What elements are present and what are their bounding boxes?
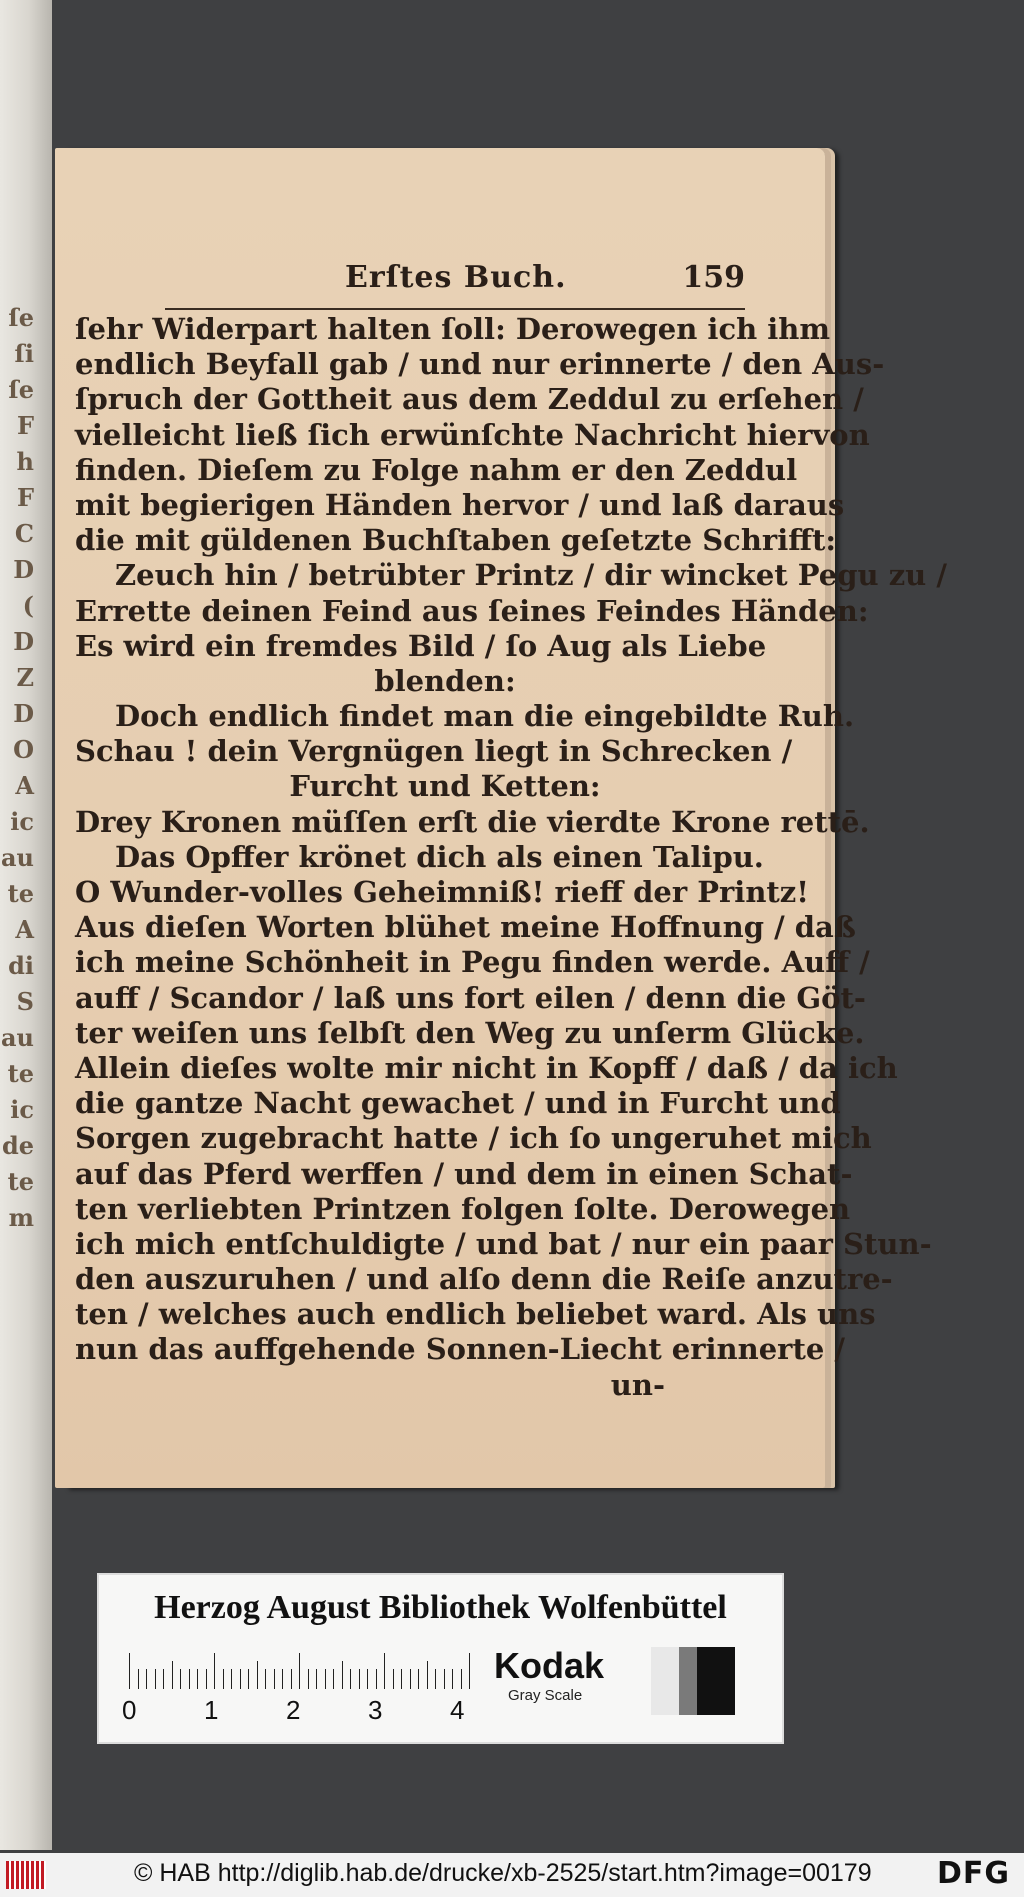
ruler-tick: [197, 1669, 198, 1689]
ruler-tick: [231, 1669, 232, 1689]
ruler-tick: [129, 1653, 130, 1689]
running-title: Erſtes Buch.: [345, 260, 567, 295]
adjacent-page-strip: [0, 0, 52, 1850]
library-color-chart: [99, 1575, 782, 1742]
ruler-tick: [308, 1669, 309, 1689]
text-line: Allein dieſes wolte mir nicht in Kopff / daß / da ich: [75, 1050, 898, 1085]
text-line: Errette deinen Feind aus ſeines Feindes Händen:: [75, 593, 869, 628]
ruler-tick: [155, 1669, 156, 1689]
page-number: 159: [682, 260, 745, 295]
gray-swatch: [651, 1647, 679, 1715]
viewer-footer: [0, 1853, 1024, 1897]
ruler-tick: [257, 1661, 258, 1689]
ruler-tick: [469, 1653, 470, 1689]
text-line: nun das auffgehende Sonnen-Liecht erinnerte /: [75, 1332, 845, 1367]
ruler-tick: [163, 1669, 164, 1689]
citation-link[interactable]: © HAB http://diglib.hab.de/drucke/xb-2525/start.htm?image=00179: [134, 1859, 872, 1887]
text-line: ich meine Schönheit in Pegu finden werde. Auff /: [75, 945, 870, 980]
ruler-tick: [359, 1669, 360, 1689]
ruler-tick: [180, 1669, 181, 1689]
text-line: ten / welches auch endlich beliebet ward. Als uns: [75, 1297, 876, 1332]
kodak-subtitle: Gray Scale: [508, 1687, 583, 1704]
gray-scale-patch: [651, 1647, 735, 1715]
ruler-tick: [316, 1669, 317, 1689]
header-rule: [165, 308, 745, 310]
ruler-tick: [282, 1669, 283, 1689]
ruler-tick: [325, 1669, 326, 1689]
ruler-tick: [172, 1661, 173, 1689]
text-line: ten verliebten Printzen folgen ſolte. Derowegen: [75, 1191, 851, 1226]
ruler-tick: [401, 1669, 402, 1689]
gray-swatch: [679, 1647, 697, 1715]
page-body-text: [75, 312, 947, 1403]
text-line: ſpruch der Gottheit aus dem Zeddul zu erſehen /: [75, 382, 864, 417]
ruler-tick: [350, 1669, 351, 1689]
text-line: ſehr Widerpart halten ſoll: Derowegen ich ihm: [75, 312, 831, 346]
text-line: auff / Scandor / laß uns fort eilen / denn die Göt-: [75, 980, 866, 1015]
text-line: Drey Kronen müſſen erſt die vierdte Krone rettē.: [75, 804, 870, 839]
ruler-tick: [214, 1653, 215, 1689]
ruler-tick: [376, 1669, 377, 1689]
ruler-number: 4: [450, 1695, 465, 1725]
ruler-tick: [240, 1669, 241, 1689]
ruler-tick: [384, 1653, 385, 1689]
text-line: vielleicht ließ ſich erwünſchte Nachricht hiervon: [75, 417, 870, 452]
gray-swatch: [697, 1647, 735, 1715]
page-header: [165, 260, 745, 306]
ruler-numbers: [122, 1695, 529, 1731]
ruler-tick: [206, 1669, 207, 1689]
ruler-number: 1: [204, 1695, 219, 1725]
ruler-tick: [427, 1661, 428, 1689]
adjacent-page-text: ſe ſi ſe F h F C D ( D Z D O A ic au te A di S au te ic de te m: [1, 303, 34, 1232]
dfg-logo: DFG: [936, 1856, 1010, 1891]
text-line: Doch endlich findet man die eingebildte Ruh.: [115, 699, 855, 734]
scale-ruler: [122, 1649, 529, 1731]
ruler-tick: [418, 1669, 419, 1689]
ruler-number: 0: [122, 1695, 137, 1725]
ruler-tick: [452, 1669, 453, 1689]
text-line: finden. Dieſem zu Folge nahm er den Zeddul: [75, 452, 798, 487]
ruler-tick: [189, 1669, 190, 1689]
text-line: Schau ! dein Vergnügen liegt in Schrecken /: [75, 734, 793, 769]
text-line: den auszuruhen / und alſo denn die Reiſe anzutre-: [75, 1262, 893, 1297]
ruler-tick: [342, 1661, 343, 1689]
ruler-tick: [146, 1669, 147, 1689]
text-line: Aus dieſen Worten blühet meine Hoffnung / daß: [75, 910, 856, 945]
text-line: Es wird ein fremdes Bild / ſo Aug als Liebe: [75, 628, 767, 663]
text-line: endlich Beyfall gab / und nur erinnerte / den Aus-: [75, 347, 885, 382]
ruler-tick: [393, 1669, 394, 1689]
text-line: die mit güldenen Buchſtaben geſetzte Schrifft:: [75, 523, 837, 558]
ruler-tick: [299, 1653, 300, 1689]
ruler-tick: [248, 1669, 249, 1689]
ruler-tick: [367, 1669, 368, 1689]
kodak-brand: Kodak: [494, 1645, 605, 1686]
library-title: Herzog August Bibliothek Wolfenbüttel: [154, 1589, 727, 1626]
text-line: mit begierigen Händen hervor / und laß daraus: [75, 487, 845, 522]
ruler-tick: [333, 1669, 334, 1689]
ruler-number: 3: [368, 1695, 383, 1725]
text-line: auf das Pferd werffen / und dem in einen Schat-: [75, 1156, 853, 1191]
text-line: un-: [610, 1367, 665, 1402]
text-line: die gantze Nacht gewachet / und in Furcht und: [75, 1086, 841, 1121]
text-line: Furcht und Ketten:: [289, 769, 601, 804]
ruler-tick: [444, 1669, 445, 1689]
text-line: ich mich entſchuldigte / und bat / nur ein paar Stun-: [75, 1226, 932, 1261]
text-line: Sorgen zugebracht hatte / ich ſo ungeruhet mich: [75, 1121, 872, 1156]
text-line: Zeuch hin / betrübter Printz / dir wincket Pegu zu /: [115, 558, 947, 593]
text-line: ter weiſen uns ſelbſt den Weg zu unſerm Glücke.: [75, 1015, 865, 1050]
text-line: blenden:: [374, 663, 516, 698]
kodak-logo: [494, 1645, 604, 1704]
ruler-number: 2: [286, 1695, 301, 1725]
book-page: [55, 148, 947, 1488]
ruler-tick: [435, 1669, 436, 1689]
ruler-tick: [274, 1669, 275, 1689]
text-line: O Wunder-volles Geheimniß! rieff der Printz!: [75, 875, 810, 909]
ruler-tick: [410, 1669, 411, 1689]
ruler-tick: [461, 1669, 462, 1689]
text-line: Das Opffer krönet dich als einen Talipu.: [115, 839, 764, 874]
barcode-icon: [6, 1861, 46, 1889]
ruler-tick: [138, 1669, 139, 1689]
ruler-tick: [291, 1669, 292, 1689]
ruler-tick: [223, 1669, 224, 1689]
ruler-tick: [265, 1669, 266, 1689]
